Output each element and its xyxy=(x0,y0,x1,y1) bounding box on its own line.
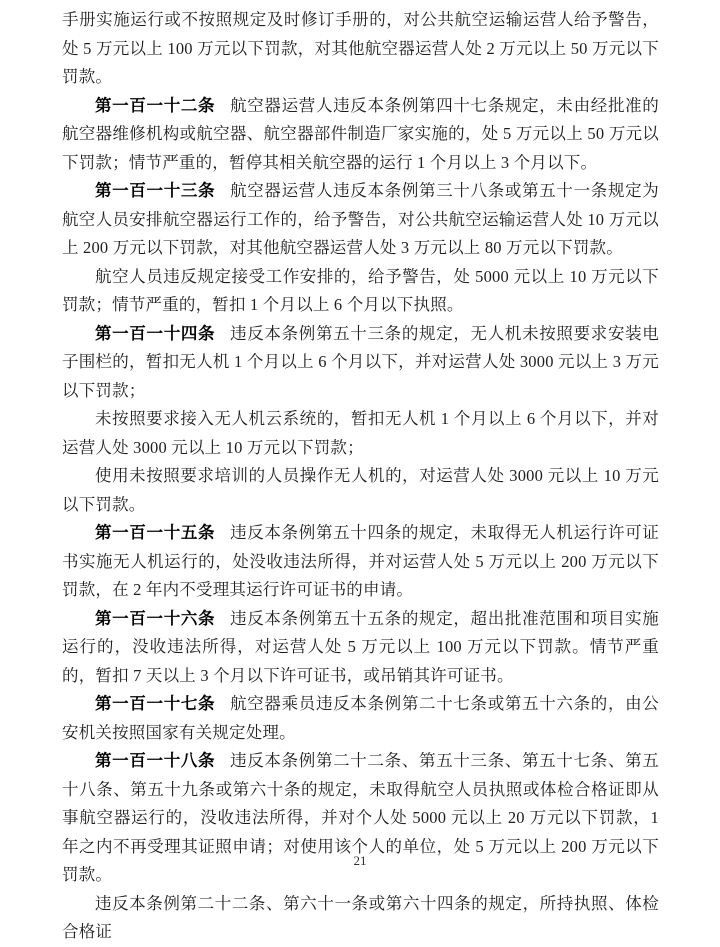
paragraph-text: 航空人员违反规定接受工作安排的，给予警告，处 5000 元以上 10 万元以下罚款；情节严重的，暂扣 1 个月以上 6 个月以下执照。 xyxy=(62,266,659,314)
paragraph xyxy=(62,605,659,691)
paragraph-text: 未按照要求接入无人机云系统的，暂扣无人机 1 个月以上 6 个月以下，并对运营人处 3000 元以上 10 万元以下罚款； xyxy=(62,409,659,457)
paragraph xyxy=(62,177,659,263)
article-number: 第一百一十八条 xyxy=(95,751,216,770)
article-number: 第一百一十四条 xyxy=(95,323,216,343)
paragraph-text: 手册实施运行或不按照规定及时修订手册的，对公共航空运输运营人给予警告，处 5 万元以上 100 万元以下罚款，对其他航空器运营人处 2 万元以上 50 万元以下罚款。 xyxy=(62,10,659,86)
document-body xyxy=(62,6,659,947)
article-number: 第一百一十二条 xyxy=(95,95,216,115)
article-number: 第一百一十六条 xyxy=(95,608,216,628)
paragraph-text: 违反本条例第二十二条、第五十三条、第五十七条、第五十八条、第五十九条或第六十条的规定，未取得航空人员执照或体检合格证即从事航空器运行的，没收违法所得，并对个人处 5000 元以上 20 万元以下罚款，1 年之内不再受理其证照申请；对使用该个人的单位，处 5 万元以上 200 万元以下罚款。 xyxy=(62,751,659,884)
paragraph-text: 违反本条例第二十二条、第六十一条或第六十四条的规定，所持执照、体检合格证 xyxy=(62,893,659,941)
paragraph xyxy=(62,690,659,747)
paragraph-text: 违反本条例第五十五条的规定，超出批准范围和项目实施运行的，没收违法所得，对运营人处 5 万元以上 100 万元以下罚款。情节严重的，暂扣 7 天以上 3 个月以下许可证书，或吊销其许可证书。 xyxy=(62,608,659,685)
article-number: 第一百一十三条 xyxy=(95,181,216,200)
paragraph xyxy=(62,320,659,406)
paragraph xyxy=(62,405,659,462)
paragraph-text: 违反本条例第五十三条的规定，无人机未按照要求安装电子围栏的，暂扣无人机 1 个月以上 6 个月以下，并对运营人处 3000 元以上 3 万元以下罚款； xyxy=(62,323,659,400)
paragraph-text: 航空器运营人违反本条例第三十八条或第五十一条规定为航空人员安排航空器运行工作的，给予警告，对公共航空运输运营人处 10 万元以上 200 万元以下罚款，对其他航空器运营人处 3 万元以上 80 万元以下罚款。 xyxy=(62,181,659,257)
paragraph xyxy=(62,890,659,947)
paragraph xyxy=(62,6,659,92)
paragraph-text: 违反本条例第五十四条的规定，未取得无人机运行许可证书实施无人机运行的，处没收违法所得，并对运营人处 5 万元以上 200 万元以下罚款，在 2 年内不受理其运行许可证书的申请。 xyxy=(62,523,659,599)
paragraph xyxy=(62,92,659,178)
paragraph xyxy=(62,462,659,519)
paragraph-text: 使用未按照要求培训的人员操作无人机的，对运营人处 3000 元以上 10 万元以下罚款。 xyxy=(62,466,659,514)
article-number: 第一百一十七条 xyxy=(95,694,216,713)
article-number: 第一百一十五条 xyxy=(95,523,216,542)
page-number: 21 xyxy=(353,853,367,868)
paragraph xyxy=(62,263,659,320)
paragraph-text: 航空器乘员违反本条例第二十七条或第五十六条的，由公安机关按照国家有关规定处理。 xyxy=(62,694,659,742)
paragraph-text: 航空器运营人违反本条例第四十七条规定，未由经批准的航空器维修机构或航空器、航空器部件制造厂家实施的，处 5 万元以上 50 万元以下罚款；情节严重的，暂停其相关航空器的运行 1 个月以上 3 个月以下。 xyxy=(62,95,659,172)
paragraph xyxy=(62,519,659,605)
